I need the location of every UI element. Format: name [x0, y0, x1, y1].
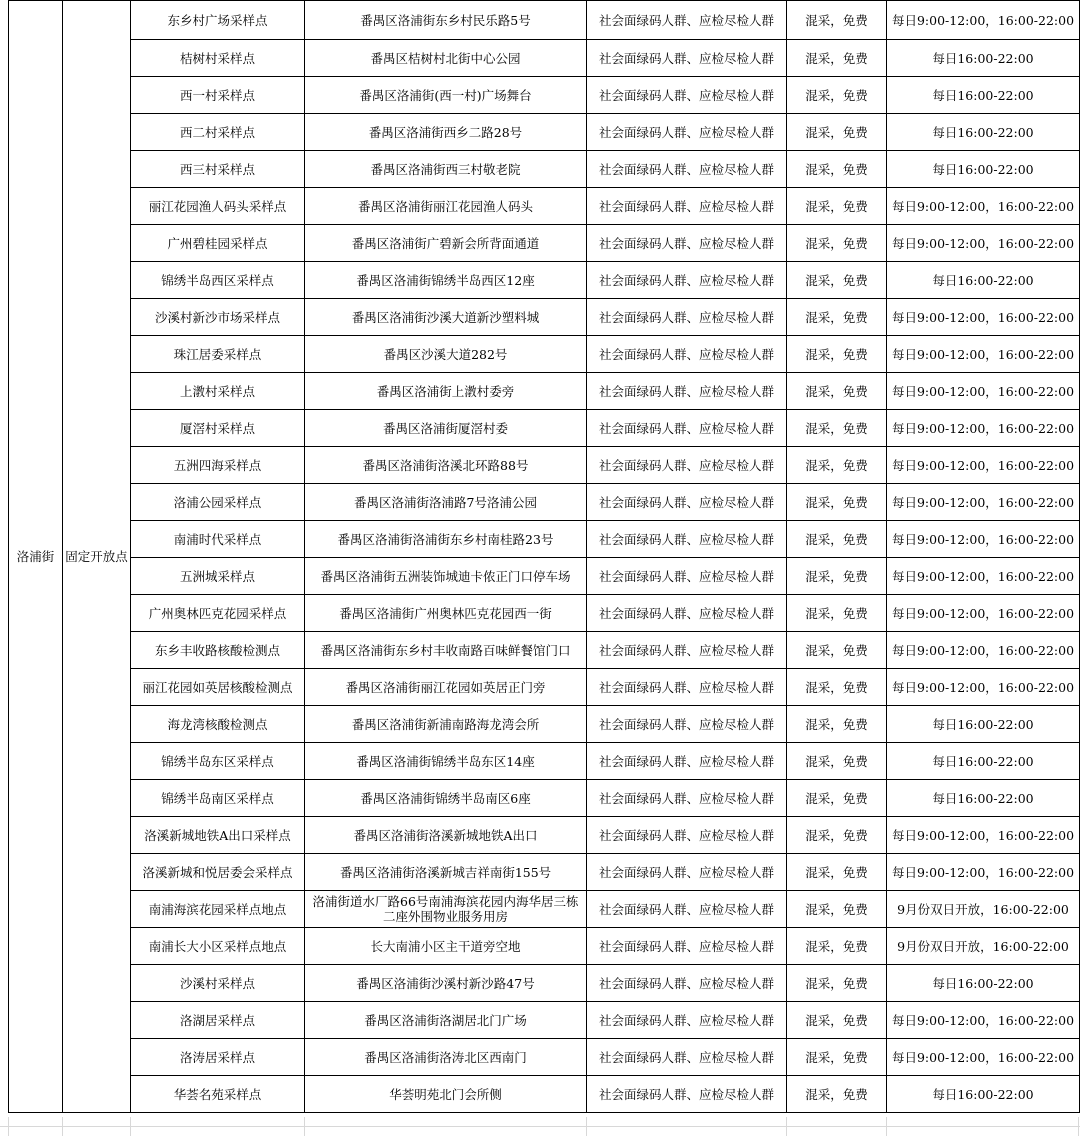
address-cell: 番禺区沙溪大道282号	[305, 336, 587, 373]
hours-cell: 每日9:00-12:00，16:00-22:00	[887, 1, 1080, 40]
method-cell: 混采，免费	[787, 447, 887, 484]
address-cell: 番禺区洛浦街沙溪村新沙路47号	[305, 965, 587, 1002]
point-name-cell: 东乡丰收路核酸检测点	[131, 632, 305, 669]
crowd-cell: 社会面绿码人群、应检尽检人群	[587, 336, 787, 373]
hours-cell: 每日9:00-12:00，16:00-22:00	[887, 558, 1080, 595]
point-name-cell: 沙溪村新沙市场采样点	[131, 299, 305, 336]
crowd-cell: 社会面绿码人群、应检尽检人群	[587, 262, 787, 299]
address-cell: 番禺区洛浦街锦绣半岛西区12座	[305, 262, 587, 299]
point-name-cell: 锦绣半岛西区采样点	[131, 262, 305, 299]
hours-cell: 每日9:00-12:00，16:00-22:00	[887, 669, 1080, 706]
sampling-points-table	[8, 0, 1080, 1113]
address-cell: 华荟明苑北门会所侧	[305, 1076, 587, 1113]
address-cell: 番禺区洛浦街丽江花园如英居正门旁	[305, 669, 587, 706]
point-name-cell: 桔树村采样点	[131, 40, 305, 77]
hours-cell: 每日16:00-22:00	[887, 40, 1080, 77]
method-cell: 混采，免费	[787, 77, 887, 114]
method-cell: 混采，免费	[787, 854, 887, 891]
crowd-cell: 社会面绿码人群、应检尽检人群	[587, 447, 787, 484]
hours-cell: 每日9:00-12:00，16:00-22:00	[887, 336, 1080, 373]
point-name-cell: 沙溪村采样点	[131, 965, 305, 1002]
hours-cell: 每日9:00-12:00，16:00-22:00	[887, 1039, 1080, 1076]
crowd-cell: 社会面绿码人群、应检尽检人群	[587, 40, 787, 77]
crowd-cell: 社会面绿码人群、应检尽检人群	[587, 854, 787, 891]
point-name-cell: 丽江花园渔人码头采样点	[131, 188, 305, 225]
hours-cell: 每日9:00-12:00，16:00-22:00	[887, 595, 1080, 632]
hours-cell: 每日9:00-12:00，16:00-22:00	[887, 373, 1080, 410]
crowd-cell: 社会面绿码人群、应检尽检人群	[587, 114, 787, 151]
hours-cell: 每日16:00-22:00	[887, 965, 1080, 1002]
hours-cell: 9月份双日开放，16:00-22:00	[887, 928, 1080, 965]
point-name-cell: 西三村采样点	[131, 151, 305, 188]
method-cell: 混采，免费	[787, 114, 887, 151]
point-name-cell: 锦绣半岛东区采样点	[131, 743, 305, 780]
point-name-cell: 珠江居委采样点	[131, 336, 305, 373]
crowd-cell: 社会面绿码人群、应检尽检人群	[587, 965, 787, 1002]
crowd-cell: 社会面绿码人群、应检尽检人群	[587, 1039, 787, 1076]
crowd-cell: 社会面绿码人群、应检尽检人群	[587, 521, 787, 558]
crowd-cell: 社会面绿码人群、应检尽检人群	[587, 1, 787, 40]
table-row	[9, 40, 1080, 77]
crowd-cell: 社会面绿码人群、应检尽检人群	[587, 669, 787, 706]
address-cell: 番禺区洛浦街洛浦路7号洛浦公园	[305, 484, 587, 521]
table-body	[9, 1, 1080, 1113]
crowd-cell: 社会面绿码人群、应检尽检人群	[587, 780, 787, 817]
crowd-cell: 社会面绿码人群、应检尽检人群	[587, 188, 787, 225]
address-cell: 番禺区洛浦街新浦南路海龙湾会所	[305, 706, 587, 743]
crowd-cell: 社会面绿码人群、应检尽检人群	[587, 632, 787, 669]
address-cell: 番禺区洛浦街丽江花园渔人码头	[305, 188, 587, 225]
address-cell: 番禺区洛浦街洛湖居北门广场	[305, 1002, 587, 1039]
table-row	[9, 521, 1080, 558]
point-name-cell: 西二村采样点	[131, 114, 305, 151]
method-cell: 混采，免费	[787, 632, 887, 669]
hours-cell: 每日9:00-12:00，16:00-22:00	[887, 225, 1080, 262]
table-row	[9, 780, 1080, 817]
table-row	[9, 632, 1080, 669]
table-row	[9, 706, 1080, 743]
address-cell: 番禺区洛浦街洛溪北环路88号	[305, 447, 587, 484]
table-row	[9, 114, 1080, 151]
point-name-cell: 广州碧桂园采样点	[131, 225, 305, 262]
crowd-cell: 社会面绿码人群、应检尽检人群	[587, 299, 787, 336]
crowd-cell: 社会面绿码人群、应检尽检人群	[587, 410, 787, 447]
method-cell: 混采，免费	[787, 336, 887, 373]
method-cell: 混采，免费	[787, 743, 887, 780]
point-name-cell: 洛湖居采样点	[131, 1002, 305, 1039]
hours-cell: 每日9:00-12:00，16:00-22:00	[887, 854, 1080, 891]
crowd-cell: 社会面绿码人群、应检尽检人群	[587, 151, 787, 188]
method-cell: 混采，免费	[787, 669, 887, 706]
address-cell: 番禺区洛浦街东乡村丰收南路百味鲜餐馆门口	[305, 632, 587, 669]
address-cell: 番禺区洛浦街洛溪新城吉祥南街155号	[305, 854, 587, 891]
street-cell: 洛浦街	[9, 1, 63, 1113]
crowd-cell: 社会面绿码人群、应检尽检人群	[587, 77, 787, 114]
address-cell: 番禺区洛浦街东乡村民乐路5号	[305, 1, 587, 40]
table-row	[9, 595, 1080, 632]
method-cell: 混采，免费	[787, 1076, 887, 1113]
method-cell: 混采，免费	[787, 373, 887, 410]
point-name-cell: 厦滘村采样点	[131, 410, 305, 447]
point-name-cell: 五洲城采样点	[131, 558, 305, 595]
hours-cell: 每日9:00-12:00，16:00-22:00	[887, 188, 1080, 225]
point-name-cell: 丽江花园如英居核酸检测点	[131, 669, 305, 706]
address-cell: 番禺区洛浦街五洲装饰城迪卡侬正门口停车场	[305, 558, 587, 595]
method-cell: 混采，免费	[787, 1039, 887, 1076]
point-name-cell: 南浦时代采样点	[131, 521, 305, 558]
point-type-cell: 固定开放点	[63, 1, 131, 1113]
point-name-cell: 五洲四海采样点	[131, 447, 305, 484]
table-row	[9, 336, 1080, 373]
hours-cell: 9月份双日开放，16:00-22:00	[887, 891, 1080, 928]
address-cell: 番禺区洛浦街西三村敬老院	[305, 151, 587, 188]
method-cell: 混采，免费	[787, 1002, 887, 1039]
crowd-cell: 社会面绿码人群、应检尽检人群	[587, 743, 787, 780]
point-name-cell: 上漖村采样点	[131, 373, 305, 410]
method-cell: 混采，免费	[787, 188, 887, 225]
hours-cell: 每日16:00-22:00	[887, 780, 1080, 817]
method-cell: 混采，免费	[787, 484, 887, 521]
table-row	[9, 484, 1080, 521]
table-row	[9, 410, 1080, 447]
crowd-cell: 社会面绿码人群、应检尽检人群	[587, 891, 787, 928]
table-row	[9, 854, 1080, 891]
table-row	[9, 447, 1080, 484]
table-row	[9, 965, 1080, 1002]
point-name-cell: 华荟名苑采样点	[131, 1076, 305, 1113]
crowd-cell: 社会面绿码人群、应检尽检人群	[587, 817, 787, 854]
crowd-cell: 社会面绿码人群、应检尽检人群	[587, 484, 787, 521]
address-cell: 番禺区洛浦街上漖村委旁	[305, 373, 587, 410]
method-cell: 混采，免费	[787, 965, 887, 1002]
point-name-cell: 南浦长大小区采样点地点	[131, 928, 305, 965]
method-cell: 混采，免费	[787, 262, 887, 299]
point-name-cell: 锦绣半岛南区采样点	[131, 780, 305, 817]
address-cell: 番禺区洛浦街洛浦街东乡村南桂路23号	[305, 521, 587, 558]
method-cell: 混采，免费	[787, 891, 887, 928]
method-cell: 混采，免费	[787, 151, 887, 188]
hours-cell: 每日9:00-12:00，16:00-22:00	[887, 484, 1080, 521]
method-cell: 混采，免费	[787, 40, 887, 77]
address-cell: 番禺区洛浦街广碧新会所背面通道	[305, 225, 587, 262]
point-name-cell: 洛溪新城和悦居委会采样点	[131, 854, 305, 891]
point-name-cell: 海龙湾核酸检测点	[131, 706, 305, 743]
hours-cell: 每日16:00-22:00	[887, 151, 1080, 188]
table-row	[9, 558, 1080, 595]
address-cell: 番禺区洛浦街广州奥林匹克花园西一街	[305, 595, 587, 632]
table-row	[9, 225, 1080, 262]
hours-cell: 每日9:00-12:00，16:00-22:00	[887, 1002, 1080, 1039]
table-row	[9, 1039, 1080, 1076]
method-cell: 混采，免费	[787, 299, 887, 336]
method-cell: 混采，免费	[787, 521, 887, 558]
method-cell: 混采，免费	[787, 225, 887, 262]
address-cell: 洛浦街道水厂路66号南浦海滨花园内海华居三栋二座外围物业服务用房	[305, 891, 587, 928]
address-cell: 番禺区桔树村北街中心公园	[305, 40, 587, 77]
crowd-cell: 社会面绿码人群、应检尽检人群	[587, 1002, 787, 1039]
crowd-cell: 社会面绿码人群、应检尽检人群	[587, 1076, 787, 1113]
address-cell: 番禺区洛浦街洛涛北区西南门	[305, 1039, 587, 1076]
sheet-grid-remainder	[0, 1117, 1080, 1136]
crowd-cell: 社会面绿码人群、应检尽检人群	[587, 373, 787, 410]
hours-cell: 每日9:00-12:00，16:00-22:00	[887, 817, 1080, 854]
crowd-cell: 社会面绿码人群、应检尽检人群	[587, 558, 787, 595]
point-name-cell: 西一村采样点	[131, 77, 305, 114]
method-cell: 混采，免费	[787, 558, 887, 595]
method-cell: 混采，免费	[787, 706, 887, 743]
table-row	[9, 669, 1080, 706]
table-row	[9, 928, 1080, 965]
hours-cell: 每日9:00-12:00，16:00-22:00	[887, 521, 1080, 558]
method-cell: 混采，免费	[787, 1, 887, 40]
hours-cell: 每日16:00-22:00	[887, 262, 1080, 299]
point-name-cell: 东乡村广场采样点	[131, 1, 305, 40]
table-row	[9, 1076, 1080, 1113]
crowd-cell: 社会面绿码人群、应检尽检人群	[587, 595, 787, 632]
hours-cell: 每日16:00-22:00	[887, 77, 1080, 114]
table-row	[9, 77, 1080, 114]
hours-cell: 每日16:00-22:00	[887, 743, 1080, 780]
table-row	[9, 743, 1080, 780]
address-cell: 番禺区洛浦街洛溪新城地铁A出口	[305, 817, 587, 854]
hours-cell: 每日9:00-12:00，16:00-22:00	[887, 410, 1080, 447]
method-cell: 混采，免费	[787, 410, 887, 447]
point-name-cell: 洛涛居采样点	[131, 1039, 305, 1076]
point-name-cell: 洛溪新城地铁A出口采样点	[131, 817, 305, 854]
hours-cell: 每日16:00-22:00	[887, 114, 1080, 151]
method-cell: 混采，免费	[787, 595, 887, 632]
address-cell: 番禺区洛浦街西乡二路28号	[305, 114, 587, 151]
point-name-cell: 广州奥林匹克花园采样点	[131, 595, 305, 632]
hours-cell: 每日9:00-12:00，16:00-22:00	[887, 632, 1080, 669]
table-row	[9, 262, 1080, 299]
table-row	[9, 373, 1080, 410]
crowd-cell: 社会面绿码人群、应检尽检人群	[587, 706, 787, 743]
table-row	[9, 188, 1080, 225]
point-name-cell: 洛浦公园采样点	[131, 484, 305, 521]
hours-cell: 每日9:00-12:00，16:00-22:00	[887, 447, 1080, 484]
hours-cell: 每日16:00-22:00	[887, 706, 1080, 743]
address-cell: 番禺区洛浦街锦绣半岛南区6座	[305, 780, 587, 817]
table-row	[9, 299, 1080, 336]
address-cell: 长大南浦小区主干道旁空地	[305, 928, 587, 965]
hours-cell: 每日9:00-12:00，16:00-22:00	[887, 299, 1080, 336]
address-cell: 番禺区洛浦街厦滘村委	[305, 410, 587, 447]
address-cell: 番禺区洛浦街沙溪大道新沙塑料城	[305, 299, 587, 336]
address-cell: 番禺区洛浦街(西一村)广场舞台	[305, 77, 587, 114]
address-cell: 番禺区洛浦街锦绣半岛东区14座	[305, 743, 587, 780]
table-row	[9, 151, 1080, 188]
method-cell: 混采，免费	[787, 780, 887, 817]
table-row	[9, 1002, 1080, 1039]
point-name-cell: 南浦海滨花园采样点地点	[131, 891, 305, 928]
method-cell: 混采，免费	[787, 817, 887, 854]
table-row	[9, 891, 1080, 928]
table-row	[9, 817, 1080, 854]
table-row	[9, 1, 1080, 40]
method-cell: 混采，免费	[787, 928, 887, 965]
crowd-cell: 社会面绿码人群、应检尽检人群	[587, 928, 787, 965]
crowd-cell: 社会面绿码人群、应检尽检人群	[587, 225, 787, 262]
hours-cell: 每日16:00-22:00	[887, 1076, 1080, 1113]
